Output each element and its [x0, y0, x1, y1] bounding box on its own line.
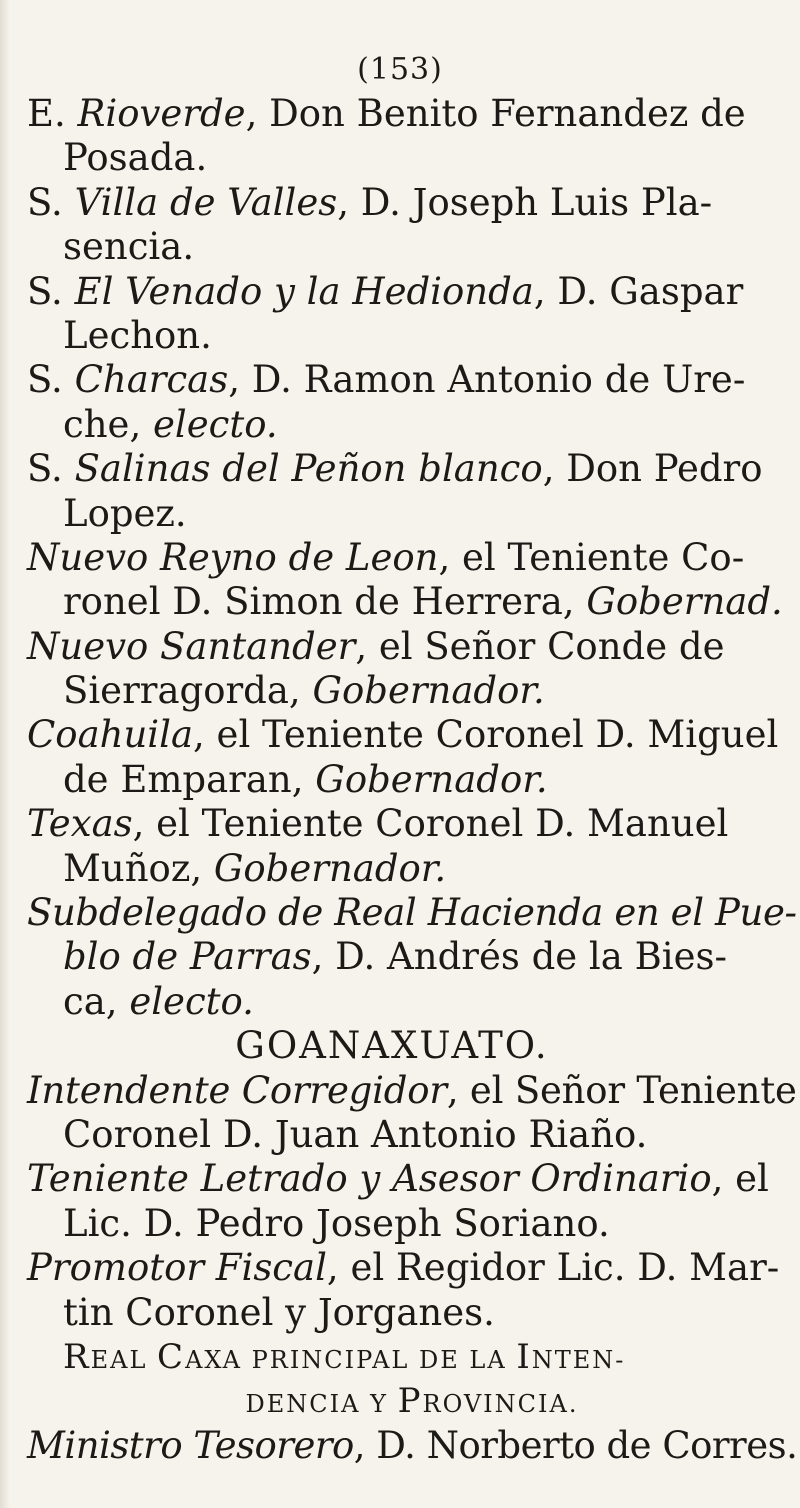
text-line: [27, 447, 797, 491]
text-run: REAL CAXA PRINCIPAL DE LA INTEN-: [63, 1336, 626, 1377]
italic-run: Gobernador.: [315, 757, 548, 801]
text-run: Lopez.: [63, 491, 187, 535]
text-line: [27, 1113, 797, 1157]
text-line: [27, 314, 797, 358]
text-line: [27, 358, 797, 402]
text-line: [27, 625, 797, 669]
text-line: [27, 935, 797, 979]
text-run: , D. Gaspar: [533, 269, 744, 313]
smallcaps-heading: [27, 1335, 797, 1379]
text-run: , el Teniente Co-: [438, 535, 745, 579]
text-line: [27, 92, 797, 136]
text-line: [27, 980, 797, 1024]
text-line: [27, 492, 797, 536]
text-run: S.: [27, 180, 75, 224]
text-line: [27, 713, 797, 757]
text-run: , el Teniente Coronel D. Manuel: [132, 802, 729, 846]
text-line: [27, 225, 797, 269]
text-line: [27, 1246, 797, 1290]
text-line: [27, 270, 797, 314]
italic-run: Salinas del Peñon blanco: [74, 447, 543, 491]
text-line: [27, 1202, 797, 1246]
text-run: , D. Norberto de Corres.: [353, 1423, 798, 1467]
italic-run: Villa de Valles: [74, 180, 338, 224]
italic-run: Nuevo Reyno de Leon: [27, 535, 439, 579]
text-run: , D. Joseph Luis Pla-: [337, 180, 713, 224]
text-line: [27, 847, 797, 891]
italic-run: Subdelegado de Real Hacienda en el Pue-: [27, 891, 797, 935]
text-run: sencia.: [63, 225, 195, 269]
italic-run: Ministro Tesorero: [27, 1423, 354, 1467]
italic-run: electo.: [152, 402, 278, 446]
italic-run: electo.: [129, 979, 254, 1023]
italic-run: Texas: [27, 802, 133, 846]
text-body: [27, 92, 797, 1468]
text-line: [27, 1069, 797, 1113]
text-run: E.: [27, 92, 78, 135]
italic-run: El Venado y la Hedionda: [74, 269, 534, 313]
italic-run: Coahuila: [27, 713, 194, 757]
text-run: S.: [27, 447, 75, 491]
text-run: ca,: [63, 979, 130, 1023]
text-run: Sierragorda,: [63, 669, 313, 713]
text-run: ronel D. Simon de Herrera,: [63, 580, 587, 624]
text-line: [27, 536, 797, 580]
italic-run: Promotor Fiscal: [27, 1246, 327, 1290]
page-number: (153): [357, 52, 443, 87]
text-run: , D. Ramon Antonio de Ure-: [228, 358, 746, 402]
text-line: [27, 802, 797, 846]
text-run: GOANAXUATO.: [235, 1024, 549, 1068]
italic-run: Teniente Letrado y Asesor Ordinario: [27, 1157, 712, 1201]
text-run: , el Regidor Lic. D. Mar-: [326, 1246, 780, 1290]
italic-run: Charcas: [74, 358, 229, 402]
text-run: Coronel D. Juan Antonio Riaño.: [63, 1112, 648, 1156]
italic-run: Intendente Corregidor: [27, 1068, 447, 1112]
text-run: , el Teniente Coronel D. Miguel: [193, 713, 779, 757]
italic-run: blo de Parras: [63, 935, 312, 979]
text-line: [27, 181, 797, 225]
text-run: , D. Andrés de la Bies-: [311, 935, 727, 979]
text-run: Lic. D. Pedro Joseph Soriano.: [63, 1201, 610, 1245]
section-heading: [27, 1024, 797, 1068]
text-line: [27, 580, 797, 624]
italic-run: Nuevo Santander: [27, 624, 356, 668]
italic-run: Gobernad.: [586, 580, 783, 624]
italic-run: Gobernador.: [213, 846, 447, 890]
text-run: Muñoz,: [63, 846, 214, 890]
text-line: [27, 136, 797, 180]
text-run: che,: [63, 402, 153, 446]
italic-run: Rioverde: [77, 92, 246, 135]
text-line: [27, 1291, 797, 1335]
text-run: , el Señor Conde de: [355, 624, 725, 668]
text-run: Posada.: [63, 136, 208, 180]
text-run: de Emparan,: [63, 757, 316, 801]
text-run: S.: [27, 269, 75, 313]
text-run: , el Señor Teniente: [446, 1068, 797, 1112]
text-run: Lechon.: [63, 313, 212, 357]
text-line: [27, 669, 797, 713]
text-run: DENCIA Y PROVINCIA.: [245, 1381, 579, 1422]
text-line: [27, 403, 797, 447]
text-run: tin Coronel y Jorganes.: [63, 1290, 495, 1334]
text-line: [27, 1424, 797, 1468]
text-run: , el: [711, 1157, 769, 1201]
text-line: [27, 891, 797, 935]
page-edge-shadow: [0, 0, 10, 1508]
text-line: [27, 758, 797, 802]
text-run: S.: [27, 358, 75, 402]
text-run: , Don Pedro: [542, 447, 763, 491]
smallcaps-heading: [27, 1379, 797, 1423]
text-run: , Don Benito Fernandez de: [245, 92, 746, 135]
text-line: [27, 1157, 797, 1201]
italic-run: Gobernador.: [312, 669, 545, 713]
